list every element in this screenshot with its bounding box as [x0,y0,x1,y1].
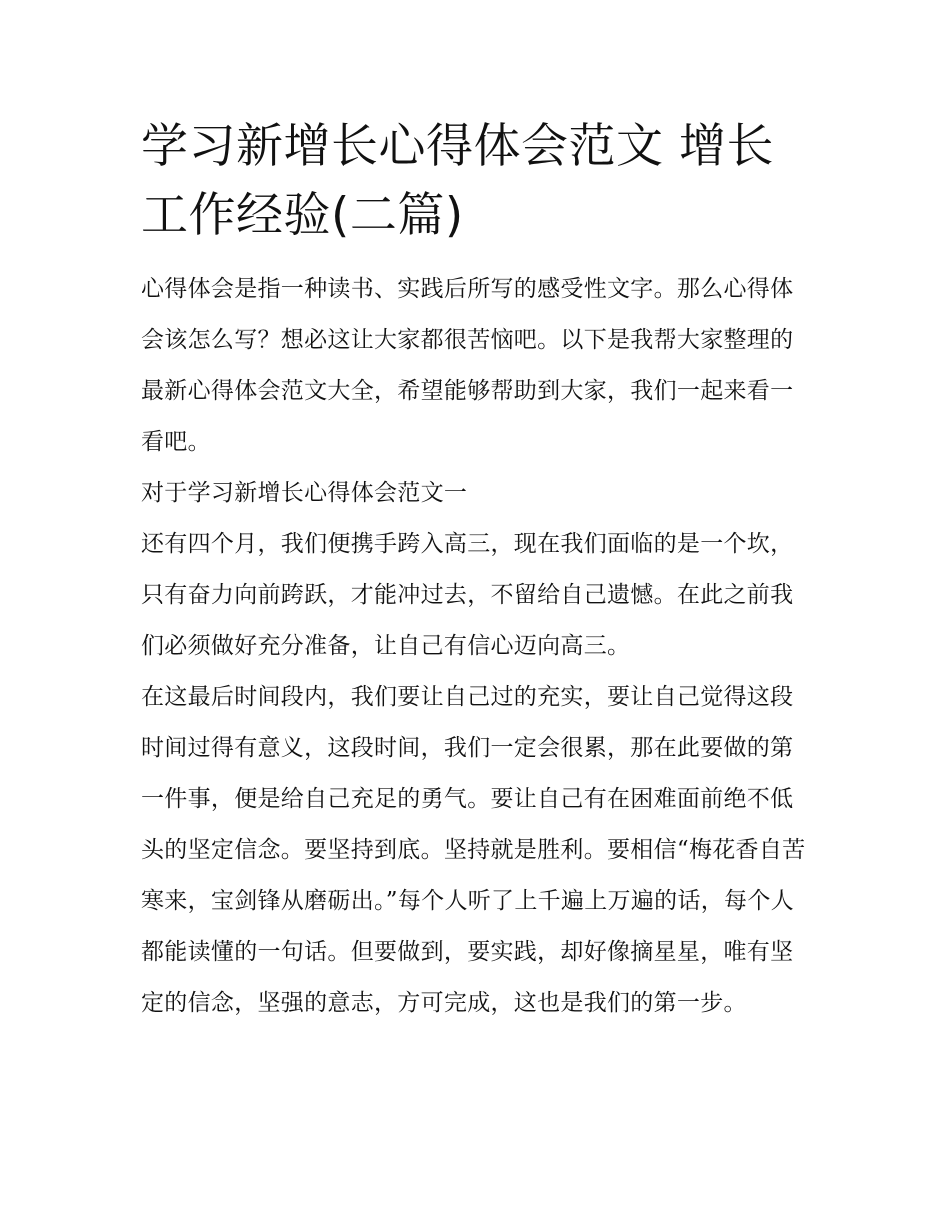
body-paragraph-1: 还有四个月，我们便携手跨入高三，现在我们面临的是一个坎，只有奋力向前跨跃，才能冲过去，不留给自己遗憾。在此之前我们必须做好充分准备，让自己有信心迈向高三。 [141,531,794,659]
intro-paragraph: 心得体会是指一种读书、实践后所写的感受性文字。那么心得体会该怎么写？想必这让大家都很苦恼吧。以下是我帮大家整理的最新心得体会范文大全，希望能够帮助到大家，我们一起来看一看吧。 [141,276,794,455]
section-heading: 对于学习新增长心得体会范文一 [141,480,468,506]
body-paragraph-2: 在这最后时间段内，我们要让自己过的充实，要让自己觉得这段时间过得有意义，这段时间，我们一定会很累，那在此要做的第一件事，便是给自己充足的勇气。要让自己有在困难面前绝不低头的坚定信念。要坚持到底。坚持就是胜利。要相信“梅花香自苦寒来，宝剑锋从磨砺出。”每个人听了上千遍上万遍的话，每个人都能读懂的一句话。但要做到，要实践，却好像摘星星，唯有坚定的信念，坚强的意志，方可完成，这也是我们的第一步。 [141,684,806,1016]
document-title: 学习新增长心得体会范文 增长工作经验(二篇) [141,119,774,243]
document-body [141,112,813,1029]
